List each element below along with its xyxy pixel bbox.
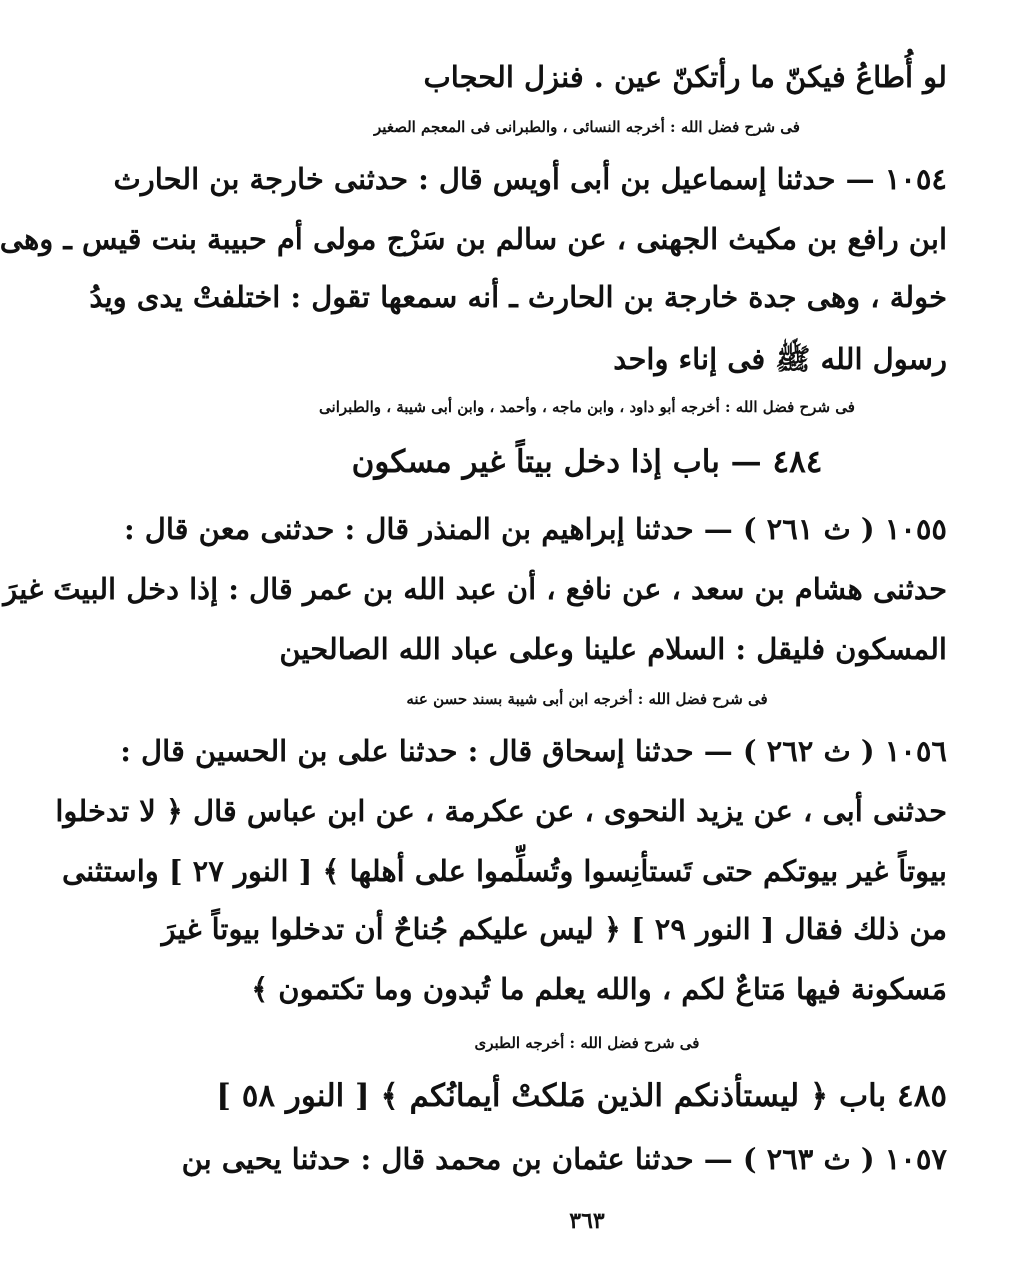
chapter-heading-485: ٤٨٥ باب ﴿ ليستأذنكم الذين مَلكتْ أيمانُكم ﴾ [ النور ٥٨ ] bbox=[216, 1078, 947, 1114]
hadith-1056-line-1: ١٠٥٦ ( ث ٢٦٢ ) — حدثنا إسحاق قال : حدثنا على بن الحسين قال : bbox=[120, 734, 947, 768]
hadith-1054-line-2: ابن رافع بن مكيث الجهنى ، عن سالم بن سَرْج مولى أم حبيبة بنت قيس ـ وهى bbox=[0, 222, 947, 256]
hadith-1054-line-4: رسول الله ﷺ فى إناء واحد bbox=[613, 342, 947, 376]
text-line-1: لو أُطاعُ فيكنّ ما رأتكنّ عين . فنزل الحجاب bbox=[423, 60, 947, 94]
hadith-1057-line-1: ١٠٥٧ ( ث ٢٦٣ ) — حدثنا عثمان بن محمد قال : حدثنا يحيى بن bbox=[181, 1142, 947, 1176]
footnote-line-1: فى شرح فضل الله : أخرجه النسائى ، والطبرانى فى المعجم الصغير bbox=[374, 118, 800, 136]
hadith-1056-line-5: مَسكونة فيها مَتاعٌ لكم ، والله يعلم ما تُبدون وما تكتمون ﴾ bbox=[251, 972, 947, 1006]
hadith-1056-line-3: بيوتاً غير بيوتكم حتى تَستأنِسوا وتُسلِّموا على أهلها ﴾ [ النور ٢٧ ] واستثنى bbox=[61, 854, 947, 888]
hadith-1056-line-2: حدثنى أبى ، عن يزيد النحوى ، عن عكرمة ، عن ابن عباس قال ﴿ لا تدخلوا bbox=[55, 794, 947, 828]
hadith-1055-line-2: حدثنى هشام بن سعد ، عن نافع ، أن عبد الله بن عمر قال : إذا دخل البيتَ غيرَ bbox=[3, 572, 947, 606]
footnote-line-2: فى شرح فضل الله : أخرجه أبو داود ، وابن ماجه ، وأحمد ، وابن أبى شيبة ، والطبرانى bbox=[319, 398, 855, 416]
hadith-1054-line-3: خولة ، وهى جدة خارجة بن الحارث ـ أنه سمعها تقول : اختلفتْ يدى ويدُ bbox=[89, 280, 947, 314]
hadith-1055-line-3: المسكون فليقل : السلام علينا وعلى عباد الله الصالحين bbox=[279, 632, 947, 666]
hadith-1054-line-1: ١٠٥٤ — حدثنا إسماعيل بن أبى أويس قال : حدثنى خارجة بن الحارث bbox=[113, 162, 947, 196]
footnote-line-3: فى شرح فضل الله : أخرجه ابن أبى شيبة بسند حسن عنه bbox=[406, 690, 768, 708]
chapter-heading-484: ٤٨٤ — باب إذا دخل بيتاً غير مسكون bbox=[351, 444, 823, 480]
hadith-1055-line-1: ١٠٥٥ ( ث ٢٦١ ) — حدثنا إبراهيم بن المنذر قال : حدثنى معن قال : bbox=[123, 512, 947, 546]
page-number: ٣٦٣ bbox=[569, 1208, 605, 1234]
footnote-line-4: فى شرح فضل الله : أخرجه الطبرى bbox=[474, 1034, 700, 1052]
hadith-1056-line-4: من ذلك فقال [ النور ٢٩ ] ﴿ ليس عليكم جُناحٌ أن تدخلوا بيوتاً غيرَ bbox=[161, 912, 947, 946]
